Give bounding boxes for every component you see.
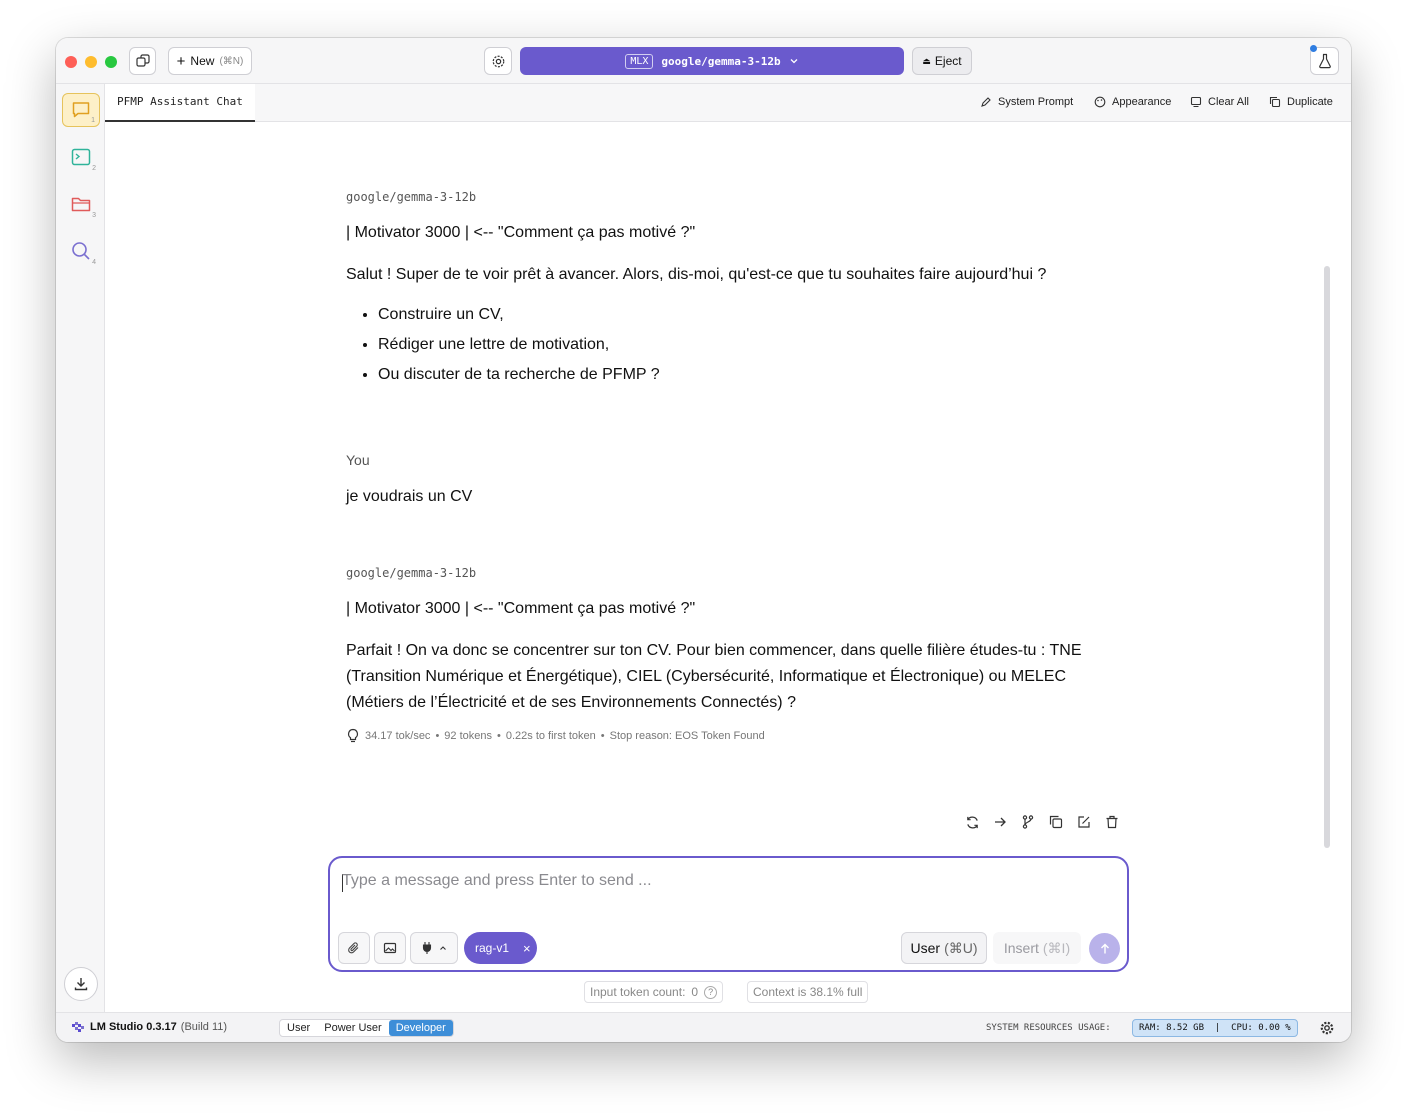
insert-shortcut: (⌘I) bbox=[1042, 939, 1071, 956]
input-token-label: Input token count: bbox=[590, 985, 686, 999]
sidebar-item-number: 1 bbox=[91, 117, 95, 124]
context-usage bbox=[747, 981, 868, 1003]
copy-button[interactable] bbox=[1048, 814, 1064, 830]
stat-separator: • bbox=[435, 730, 440, 742]
stat-separator: • bbox=[497, 730, 501, 742]
duplicate-icon bbox=[1269, 96, 1281, 108]
message-persona-line: | Motivator 3000 | <-- "Comment ça pas motivé ?" bbox=[346, 224, 696, 241]
paperclip-icon bbox=[347, 941, 361, 955]
duplicate-button[interactable] bbox=[1269, 96, 1333, 108]
message-actions bbox=[964, 814, 1120, 830]
continue-button[interactable] bbox=[992, 814, 1008, 830]
edit-icon bbox=[1077, 815, 1091, 829]
context-usage-label: Context is 38.1% full bbox=[753, 985, 863, 999]
input-token-count bbox=[584, 981, 723, 1003]
chat-tab-bar bbox=[105, 84, 1351, 122]
message-text: Salut ! Super de te voir prêt à avancer. Alors, dis-moi, qu'est-ce que tu souhaites faire aujourd’hui ? bbox=[346, 266, 1047, 283]
refresh-icon bbox=[965, 815, 980, 830]
gear-icon bbox=[1319, 1020, 1335, 1036]
flask-icon bbox=[1318, 53, 1332, 69]
delete-button[interactable] bbox=[1104, 814, 1120, 830]
appearance-button[interactable] bbox=[1094, 96, 1171, 108]
gear-icon bbox=[491, 54, 506, 69]
downloads-button[interactable] bbox=[64, 967, 98, 1001]
app-settings-button[interactable] bbox=[1319, 1020, 1335, 1041]
plus-icon: + bbox=[176, 52, 186, 70]
sidebar-item-number: 2 bbox=[92, 165, 96, 172]
lm-studio-logo-icon bbox=[71, 1021, 86, 1033]
arrow-right-icon bbox=[993, 815, 1007, 829]
system-prompt-button[interactable] bbox=[980, 96, 1073, 108]
message-sender: google/gemma-3-12b bbox=[346, 190, 477, 204]
new-chat-shortcut: (⌘N) bbox=[219, 55, 244, 67]
message-text: Parfait ! On va donc se concentrer sur ton CV. Pour bien commencer, dans quelle filière études-tu : TNE (Transition Numérique et Énergétique), CIEL (Cybersécurité, Informatique et Électronique) ou MELEC (Métiers de l’Électricité et de ses Environnements Connectés) ? bbox=[346, 642, 1082, 711]
list-item: • Construire un CV, bbox=[378, 300, 1106, 330]
regenerate-button[interactable] bbox=[964, 814, 980, 830]
mode-switcher bbox=[279, 1019, 454, 1037]
eject-label: Eject bbox=[934, 54, 962, 68]
list-item: • Rédiger une lettre de motivation, bbox=[378, 330, 1106, 360]
message-sender: You bbox=[346, 452, 370, 468]
model-selector[interactable] bbox=[520, 47, 904, 75]
list-item: • Ou discuter de ta recherche de PFMP ? bbox=[378, 360, 1106, 390]
chevron-down-icon bbox=[789, 56, 799, 66]
palette-icon bbox=[1094, 96, 1106, 108]
status-bar bbox=[56, 1012, 1351, 1042]
stat-speed: 34.17 tok/sec bbox=[365, 730, 431, 742]
image-icon bbox=[383, 941, 397, 955]
pen-icon bbox=[980, 96, 992, 108]
mode-user[interactable]: User bbox=[287, 1022, 311, 1034]
mlx-badge: MLX bbox=[625, 54, 653, 69]
message-sender: google/gemma-3-12b bbox=[346, 566, 477, 580]
app-window bbox=[56, 38, 1351, 1042]
clear-all-label: Clear All bbox=[1208, 96, 1249, 108]
system-prompt-label: System Prompt bbox=[998, 96, 1074, 108]
arrow-up-icon bbox=[1099, 943, 1111, 955]
notification-dot bbox=[1310, 45, 1317, 52]
remove-chip-icon[interactable]: × bbox=[523, 940, 531, 956]
eject-icon: ⏏ bbox=[922, 55, 931, 66]
model-settings-button[interactable] bbox=[484, 47, 512, 75]
trash-icon bbox=[1105, 815, 1119, 829]
new-chat-label: New bbox=[190, 54, 215, 68]
branch-button[interactable] bbox=[1020, 814, 1036, 830]
folder-icon bbox=[71, 195, 91, 213]
mode-developer[interactable]: Developer bbox=[389, 1020, 453, 1036]
insert-button[interactable] bbox=[993, 932, 1081, 964]
sidebar-item-number: 3 bbox=[92, 212, 96, 219]
user-message bbox=[346, 452, 1106, 510]
insert-label: Insert bbox=[1003, 940, 1039, 956]
assistant-message bbox=[346, 190, 1106, 390]
sidebar-item-chat[interactable] bbox=[62, 93, 100, 127]
help-icon[interactable]: ? bbox=[704, 986, 717, 999]
resources-label: SYSTEM RESOURCES USAGE: bbox=[986, 1023, 1111, 1033]
duplicate-label: Duplicate bbox=[1287, 96, 1333, 108]
download-icon bbox=[73, 976, 89, 992]
edit-button[interactable] bbox=[1076, 814, 1092, 830]
minimize-window-button[interactable] bbox=[85, 56, 97, 68]
windows-icon bbox=[136, 54, 150, 68]
mode-power-user[interactable]: Power User bbox=[324, 1022, 382, 1034]
user-role-shortcut: (⌘U) bbox=[944, 939, 978, 956]
lightbulb-icon bbox=[346, 728, 360, 744]
left-sidebar bbox=[56, 84, 105, 1012]
app-version bbox=[71, 1021, 227, 1033]
message-bullet-list bbox=[346, 300, 1106, 390]
message-text: je voudrais un CV bbox=[346, 488, 473, 505]
stat-tokens: 92 tokens bbox=[444, 730, 492, 742]
message-input[interactable]: Type a message and press Enter to send ... bbox=[342, 872, 652, 889]
message-composer bbox=[328, 856, 1129, 972]
app-build: (Build 11) bbox=[180, 1021, 228, 1033]
new-chat-button[interactable] bbox=[168, 47, 252, 75]
stat-stop-reason: Stop reason: EOS Token Found bbox=[609, 730, 765, 742]
clear-chat-icon bbox=[1190, 96, 1202, 108]
sidebar-item-number: 4 bbox=[92, 259, 96, 266]
clear-all-button[interactable] bbox=[1190, 96, 1249, 108]
chevron-up-icon bbox=[439, 944, 447, 952]
titlebar bbox=[56, 38, 1351, 84]
appearance-label: Appearance bbox=[1112, 96, 1172, 108]
model-name: google/gemma-3-12b bbox=[661, 54, 781, 68]
plugins-button[interactable] bbox=[410, 932, 458, 964]
close-window-button[interactable] bbox=[65, 56, 77, 68]
generation-stats bbox=[346, 728, 1106, 744]
plug-icon bbox=[421, 941, 433, 955]
send-button[interactable] bbox=[1089, 933, 1120, 964]
sidebar-item-my-models[interactable] bbox=[62, 187, 100, 221]
rag-plugin-chip[interactable] bbox=[464, 932, 537, 964]
chat-scrollbar[interactable] bbox=[1324, 266, 1330, 848]
stat-separator: • bbox=[600, 730, 605, 742]
resources-usage-badge[interactable]: RAM: 8.52 GB | CPU: 0.00 % bbox=[1132, 1019, 1298, 1037]
maximize-window-button[interactable] bbox=[105, 56, 117, 68]
branch-icon bbox=[1021, 815, 1035, 829]
tab-pfmp-assistant-chat[interactable]: PFMP Assistant Chat bbox=[105, 84, 255, 122]
terminal-icon bbox=[71, 148, 91, 166]
attach-image-button[interactable] bbox=[374, 932, 406, 964]
sidebar-item-developer[interactable] bbox=[62, 140, 100, 174]
search-icon bbox=[71, 241, 91, 261]
user-role-label: User bbox=[910, 940, 941, 956]
sidebar-item-discover[interactable] bbox=[62, 234, 100, 268]
rag-chip-label: rag-v1 bbox=[475, 941, 510, 955]
message-persona-line: | Motivator 3000 | <-- "Comment ça pas motivé ?" bbox=[346, 600, 696, 617]
stat-first-token: 0.22s to first token bbox=[505, 730, 596, 742]
eject-button[interactable] bbox=[912, 47, 972, 75]
send-as-user-button[interactable] bbox=[901, 932, 987, 964]
copy-icon bbox=[1049, 815, 1063, 829]
chat-bubble-icon bbox=[71, 101, 91, 119]
app-name: LM Studio 0.3.17 bbox=[90, 1021, 177, 1033]
input-token-value: 0 bbox=[691, 985, 699, 999]
attach-file-button[interactable] bbox=[338, 932, 370, 964]
toggle-sidebar-button[interactable] bbox=[129, 47, 156, 75]
assistant-message bbox=[346, 566, 1106, 744]
